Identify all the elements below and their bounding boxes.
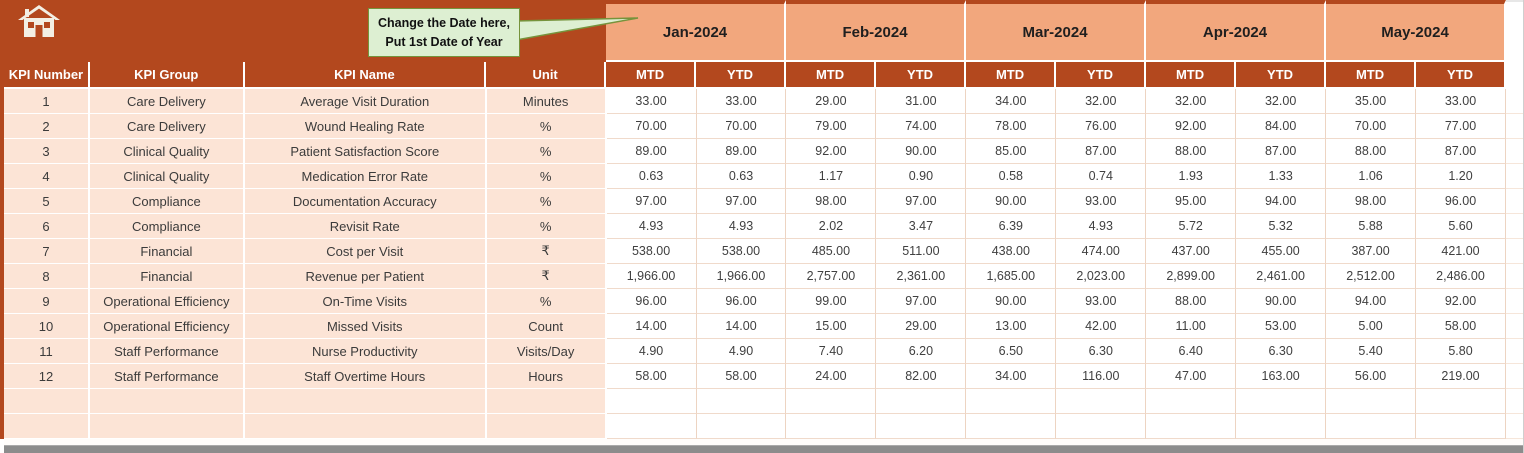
value-cell[interactable]: 7.40	[786, 339, 876, 364]
callout-pointer	[516, 10, 642, 46]
kpi-unit-cell[interactable]: Visits/Day	[487, 339, 607, 364]
value-cell[interactable]: 13.00	[966, 314, 1056, 339]
kpi-unit-cell[interactable]: %	[487, 164, 607, 189]
value-cell[interactable]: 1,966.00	[697, 264, 787, 289]
next-column-sliver-cell	[1506, 239, 1523, 264]
kpi-unit-cell[interactable]: %	[487, 139, 607, 164]
month-header-cell[interactable]: Jan-2024	[606, 0, 786, 62]
value-cell[interactable]: 6.39	[966, 214, 1056, 239]
value-cell[interactable]: 3.47	[876, 214, 966, 239]
value-cell[interactable]: 4.90	[607, 339, 697, 364]
kpi-name-cell[interactable]: Patient Satisfaction Score	[245, 139, 487, 164]
kpi-name-cell[interactable]	[245, 389, 487, 414]
next-column-sliver-header	[1506, 62, 1523, 89]
kpi-unit-cell[interactable]	[487, 389, 607, 414]
value-cell[interactable]: 92.00	[786, 139, 876, 164]
value-cell[interactable]	[1146, 389, 1236, 414]
value-cell[interactable]: 34.00	[966, 364, 1056, 389]
value-cell[interactable]: 511.00	[876, 239, 966, 264]
value-cell[interactable]: 387.00	[1326, 239, 1416, 264]
value-cell[interactable]: 24.00	[786, 364, 876, 389]
value-cell[interactable]: 4.93	[1056, 214, 1146, 239]
kpi-name-cell[interactable]: Cost per Visit	[245, 239, 487, 264]
value-cell[interactable]: 98.00	[1326, 189, 1416, 214]
next-column-sliver-cell	[1506, 314, 1523, 339]
value-cell[interactable]: 93.00	[1056, 189, 1146, 214]
table-row	[4, 339, 1523, 364]
value-cell[interactable]	[1146, 414, 1236, 439]
value-cell[interactable]: 90.00	[876, 139, 966, 164]
kpi-unit-cell[interactable]: Count	[487, 314, 607, 339]
next-column-sliver-cell	[1506, 339, 1523, 364]
value-cell[interactable]: 2,023.00	[1056, 264, 1146, 289]
subheader-cell: MTD	[1146, 62, 1236, 89]
value-cell[interactable]: 219.00	[1416, 364, 1506, 389]
value-cell[interactable]: 47.00	[1146, 364, 1236, 389]
value-cell[interactable]	[697, 414, 787, 439]
value-cell[interactable]: 93.00	[1056, 289, 1146, 314]
value-cell[interactable]: 5.88	[1326, 214, 1416, 239]
home-button[interactable]	[18, 5, 60, 41]
value-cell[interactable]: 97.00	[876, 289, 966, 314]
subheader-cell: MTD	[966, 62, 1056, 89]
value-cell[interactable]: 70.00	[697, 114, 787, 139]
value-cell[interactable]: 6.50	[966, 339, 1056, 364]
table-row	[4, 264, 1523, 289]
next-column-sliver-cell	[1506, 264, 1523, 289]
kpi-name-cell[interactable]: Revenue per Patient	[245, 264, 487, 289]
value-cell[interactable]: 85.00	[966, 139, 1056, 164]
value-cell[interactable]: 78.00	[966, 114, 1056, 139]
kpi-name-cell[interactable]: Documentation Accuracy	[245, 189, 487, 214]
value-cell[interactable]: 88.00	[1326, 139, 1416, 164]
kpi-group-cell[interactable]: Clinical Quality	[90, 164, 245, 189]
value-cell[interactable]: 84.00	[1236, 114, 1326, 139]
kpi-number-cell[interactable]: 11	[4, 339, 90, 364]
kpi-unit-cell[interactable]: %	[487, 214, 607, 239]
table-row	[4, 189, 1523, 214]
value-cell[interactable]: 474.00	[1056, 239, 1146, 264]
subheader-cell: MTD	[606, 62, 696, 89]
kpi-group-cell[interactable]: Clinical Quality	[90, 139, 245, 164]
next-column-sliver-cell	[1506, 164, 1523, 189]
column-header-row	[4, 62, 1523, 89]
value-cell[interactable]: 4.93	[697, 214, 787, 239]
month-header-cell[interactable]: Apr-2024	[1146, 0, 1326, 62]
next-column-sliver-cell	[1506, 114, 1523, 139]
value-cell[interactable]	[1056, 414, 1146, 439]
value-cell[interactable]: 35.00	[1326, 89, 1416, 114]
value-cell[interactable]: 1.17	[786, 164, 876, 189]
value-cell[interactable]: 96.00	[1416, 189, 1506, 214]
value-cell[interactable]: 58.00	[1416, 314, 1506, 339]
kpi-group-cell[interactable]: Financial	[90, 264, 245, 289]
next-column-sliver-cell	[1506, 414, 1523, 439]
table-row	[4, 89, 1523, 114]
kpi-number-cell[interactable]: 8	[4, 264, 90, 289]
kpi-name-cell[interactable]: Nurse Productivity	[245, 339, 487, 364]
value-cell[interactable]: 0.90	[876, 164, 966, 189]
subheader-cell: MTD	[1326, 62, 1416, 89]
value-cell[interactable]: 33.00	[607, 89, 697, 114]
value-cell[interactable]: 1.20	[1416, 164, 1506, 189]
kpi-group-cell[interactable]: Compliance	[90, 189, 245, 214]
kpi-unit-cell[interactable]: ₹	[487, 239, 607, 264]
value-cell[interactable]: 2,486.00	[1416, 264, 1506, 289]
kpi-number-cell[interactable]: 6	[4, 214, 90, 239]
value-cell[interactable]: 485.00	[786, 239, 876, 264]
value-cell[interactable]: 97.00	[876, 189, 966, 214]
kpi-group-cell[interactable]: Staff Performance	[90, 339, 245, 364]
kpi-group-cell[interactable]	[90, 389, 245, 414]
value-cell[interactable]: 90.00	[966, 289, 1056, 314]
value-cell[interactable]	[786, 414, 876, 439]
kpi-group-cell[interactable]: Financial	[90, 239, 245, 264]
value-cell[interactable]: 5.40	[1326, 339, 1416, 364]
value-cell[interactable]: 6.30	[1236, 339, 1326, 364]
value-cell[interactable]: 42.00	[1056, 314, 1146, 339]
value-cell[interactable]: 4.90	[697, 339, 787, 364]
value-cell[interactable]: 538.00	[607, 239, 697, 264]
value-cell[interactable]: 53.00	[1236, 314, 1326, 339]
table-row	[4, 314, 1523, 339]
value-cell[interactable]: 88.00	[1146, 289, 1236, 314]
kpi-number-cell[interactable]: 10	[4, 314, 90, 339]
value-cell[interactable]: 89.00	[607, 139, 697, 164]
window-bottom-edge	[4, 445, 1523, 453]
next-column-sliver-cell	[1506, 289, 1523, 314]
next-column-sliver-cell	[1506, 214, 1523, 239]
table-row	[4, 364, 1523, 389]
header-kpi-number: KPI Number	[4, 62, 90, 89]
value-cell[interactable]	[786, 389, 876, 414]
value-cell[interactable]: 29.00	[786, 89, 876, 114]
value-cell[interactable]: 97.00	[607, 189, 697, 214]
table-row	[4, 164, 1523, 189]
value-cell[interactable]	[1056, 389, 1146, 414]
kpi-number-cell[interactable]: 12	[4, 364, 90, 389]
kpi-name-cell[interactable]: Wound Healing Rate	[245, 114, 487, 139]
value-cell[interactable]: 0.63	[607, 164, 697, 189]
month-header-row	[606, 0, 1506, 62]
kpi-group-cell[interactable]: Staff Performance	[90, 364, 245, 389]
kpi-name-cell[interactable]	[245, 414, 487, 439]
value-cell[interactable]: 4.93	[607, 214, 697, 239]
kpi-number-cell[interactable]	[4, 414, 90, 439]
value-cell[interactable]: 88.00	[1146, 139, 1236, 164]
value-cell[interactable]: 92.00	[1146, 114, 1236, 139]
kpi-group-cell[interactable]: Compliance	[90, 214, 245, 239]
kpi-unit-cell[interactable]: Minutes	[487, 89, 607, 114]
value-cell[interactable]	[1416, 389, 1506, 414]
value-cell[interactable]: 32.00	[1236, 89, 1326, 114]
value-cell[interactable]: 33.00	[1416, 89, 1506, 114]
next-column-sliver-cell	[1506, 89, 1523, 114]
value-cell[interactable]: 1,966.00	[607, 264, 697, 289]
value-cell[interactable]: 0.58	[966, 164, 1056, 189]
value-cell[interactable]: 5.72	[1146, 214, 1236, 239]
kpi-number-cell[interactable]: 1	[4, 89, 90, 114]
kpi-number-cell[interactable]: 3	[4, 139, 90, 164]
kpi-number-cell[interactable]: 2	[4, 114, 90, 139]
subheader-cell: YTD	[1416, 62, 1506, 89]
value-cell[interactable]	[876, 389, 966, 414]
value-cell[interactable]: 1.06	[1326, 164, 1416, 189]
value-cell[interactable]: 94.00	[1326, 289, 1416, 314]
kpi-group-cell[interactable]: Care Delivery	[90, 89, 245, 114]
kpi-name-cell[interactable]: On-Time Visits	[245, 289, 487, 314]
value-cell[interactable]: 29.00	[876, 314, 966, 339]
value-cell[interactable]: 31.00	[876, 89, 966, 114]
value-cell[interactable]	[697, 389, 787, 414]
callout-line2: Put 1st Date of Year	[385, 34, 503, 49]
value-cell[interactable]: 79.00	[786, 114, 876, 139]
value-cell[interactable]	[1326, 389, 1416, 414]
value-cell[interactable]: 455.00	[1236, 239, 1326, 264]
value-cell[interactable]: 5.00	[1326, 314, 1416, 339]
value-cell[interactable]: 76.00	[1056, 114, 1146, 139]
value-cell[interactable]: 87.00	[1236, 139, 1326, 164]
value-cell[interactable]: 2,757.00	[786, 264, 876, 289]
value-cell[interactable]: 56.00	[1326, 364, 1416, 389]
value-cell[interactable]: 2.02	[786, 214, 876, 239]
empty-row	[4, 389, 1523, 414]
value-cell[interactable]: 34.00	[966, 89, 1056, 114]
value-cell[interactable]: 6.30	[1056, 339, 1146, 364]
kpi-name-cell[interactable]: Revisit Rate	[245, 214, 487, 239]
table-row	[4, 214, 1523, 239]
empty-row	[4, 414, 1523, 439]
table-row	[4, 239, 1523, 264]
header-unit: Unit	[486, 62, 606, 89]
value-cell[interactable]: 5.32	[1236, 214, 1326, 239]
value-cell[interactable]	[966, 414, 1056, 439]
value-cell[interactable]: 87.00	[1056, 139, 1146, 164]
kpi-number-cell[interactable]: 5	[4, 189, 90, 214]
value-cell[interactable]: 5.80	[1416, 339, 1506, 364]
value-cell[interactable]: 0.63	[697, 164, 787, 189]
value-cell[interactable]: 6.40	[1146, 339, 1236, 364]
callout-line1: Change the Date here,	[378, 16, 510, 31]
value-cell[interactable]	[1236, 414, 1326, 439]
value-cell[interactable]: 58.00	[607, 364, 697, 389]
value-cell[interactable]	[876, 414, 966, 439]
kpi-number-cell[interactable]: 9	[4, 289, 90, 314]
value-cell[interactable]: 437.00	[1146, 239, 1236, 264]
kpi-unit-cell[interactable]: Hours	[487, 364, 607, 389]
next-column-sliver-cell	[1506, 189, 1523, 214]
subheader-cell: YTD	[876, 62, 966, 89]
value-cell[interactable]: 32.00	[1056, 89, 1146, 114]
value-cell[interactable]: 116.00	[1056, 364, 1146, 389]
kpi-unit-cell[interactable]: %	[487, 189, 607, 214]
value-cell[interactable]: 0.74	[1056, 164, 1146, 189]
kpi-group-cell[interactable]: Operational Efficiency	[90, 289, 245, 314]
value-cell[interactable]: 74.00	[876, 114, 966, 139]
next-column-sliver-cell	[1506, 389, 1523, 414]
value-cell[interactable]: 6.20	[876, 339, 966, 364]
kpi-group-cell[interactable]: Care Delivery	[90, 114, 245, 139]
value-cell[interactable]	[1236, 389, 1326, 414]
value-cell[interactable]: 92.00	[1416, 289, 1506, 314]
kpi-group-cell[interactable]: Operational Efficiency	[90, 314, 245, 339]
header-kpi-name: KPI Name	[245, 62, 487, 89]
value-cell[interactable]: 77.00	[1416, 114, 1506, 139]
table-row	[4, 114, 1523, 139]
kpi-name-cell[interactable]: Staff Overtime Hours	[245, 364, 487, 389]
value-cell[interactable]	[607, 389, 697, 414]
kpi-unit-cell[interactable]	[487, 414, 607, 439]
subheader-cell: YTD	[696, 62, 786, 89]
value-cell[interactable]: 33.00	[697, 89, 787, 114]
home-icon	[18, 5, 60, 41]
subheader-cell: YTD	[1056, 62, 1146, 89]
subheader-cell: YTD	[1236, 62, 1326, 89]
value-cell[interactable]: 163.00	[1236, 364, 1326, 389]
kpi-unit-cell[interactable]: %	[487, 114, 607, 139]
table-row	[4, 139, 1523, 164]
value-cell[interactable]: 538.00	[697, 239, 787, 264]
value-cell[interactable]: 32.00	[1146, 89, 1236, 114]
value-cell[interactable]: 58.00	[697, 364, 787, 389]
value-cell[interactable]: 438.00	[966, 239, 1056, 264]
next-column-sliver-cell	[1506, 139, 1523, 164]
value-cell[interactable]	[607, 414, 697, 439]
kpi-name-cell[interactable]: Missed Visits	[245, 314, 487, 339]
value-cell[interactable]: 98.00	[786, 189, 876, 214]
value-cell[interactable]: 94.00	[1236, 189, 1326, 214]
value-cell[interactable]	[1416, 414, 1506, 439]
value-cell[interactable]: 1.33	[1236, 164, 1326, 189]
value-cell[interactable]: 5.60	[1416, 214, 1506, 239]
value-cell[interactable]: 15.00	[786, 314, 876, 339]
value-cell[interactable]: 14.00	[607, 314, 697, 339]
month-header-cell[interactable]: Mar-2024	[966, 0, 1146, 62]
value-cell[interactable]: 70.00	[1326, 114, 1416, 139]
subheader-cell: MTD	[786, 62, 876, 89]
value-cell[interactable]: 97.00	[697, 189, 787, 214]
value-cell[interactable]: 99.00	[786, 289, 876, 314]
date-change-callout	[368, 8, 520, 57]
kpi-unit-cell[interactable]: %	[487, 289, 607, 314]
kpi-number-cell[interactable]: 4	[4, 164, 90, 189]
month-header-cell[interactable]: May-2024	[1326, 0, 1506, 62]
month-header-cell[interactable]: Feb-2024	[786, 0, 966, 62]
value-cell[interactable]: 2,512.00	[1326, 264, 1416, 289]
header-kpi-group: KPI Group	[90, 62, 245, 89]
next-column-sliver-top	[1506, 0, 1523, 62]
value-cell[interactable]: 90.00	[966, 189, 1056, 214]
sheet-left-border	[0, 0, 4, 439]
value-cell[interactable]: 82.00	[876, 364, 966, 389]
kpi-number-cell[interactable]	[4, 389, 90, 414]
value-cell[interactable]: 87.00	[1416, 139, 1506, 164]
value-cell[interactable]: 96.00	[607, 289, 697, 314]
value-cell[interactable]	[966, 389, 1056, 414]
table-row	[4, 289, 1523, 314]
value-cell[interactable]: 2,361.00	[876, 264, 966, 289]
kpi-group-cell[interactable]	[90, 414, 245, 439]
kpi-table-body	[4, 89, 1523, 439]
kpi-number-cell[interactable]: 7	[4, 239, 90, 264]
kpi-name-cell[interactable]: Medication Error Rate	[245, 164, 487, 189]
value-cell[interactable]: 1.93	[1146, 164, 1236, 189]
value-cell[interactable]: 14.00	[697, 314, 787, 339]
value-cell[interactable]: 89.00	[697, 139, 787, 164]
value-cell[interactable]: 95.00	[1146, 189, 1236, 214]
mtd-ytd-header-cells	[606, 62, 1506, 89]
value-cell[interactable]: 2,899.00	[1146, 264, 1236, 289]
value-cell[interactable]: 1,685.00	[966, 264, 1056, 289]
value-cell[interactable]: 70.00	[607, 114, 697, 139]
value-cell[interactable]: 96.00	[697, 289, 787, 314]
value-cell[interactable]: 90.00	[1236, 289, 1326, 314]
value-cell[interactable]: 11.00	[1146, 314, 1236, 339]
next-column-sliver-cell	[1506, 364, 1523, 389]
value-cell[interactable]: 2,461.00	[1236, 264, 1326, 289]
kpi-name-cell[interactable]: Average Visit Duration	[245, 89, 487, 114]
month-header-band	[4, 0, 1523, 62]
value-cell[interactable]	[1326, 414, 1416, 439]
kpi-unit-cell[interactable]: ₹	[487, 264, 607, 289]
value-cell[interactable]: 421.00	[1416, 239, 1506, 264]
